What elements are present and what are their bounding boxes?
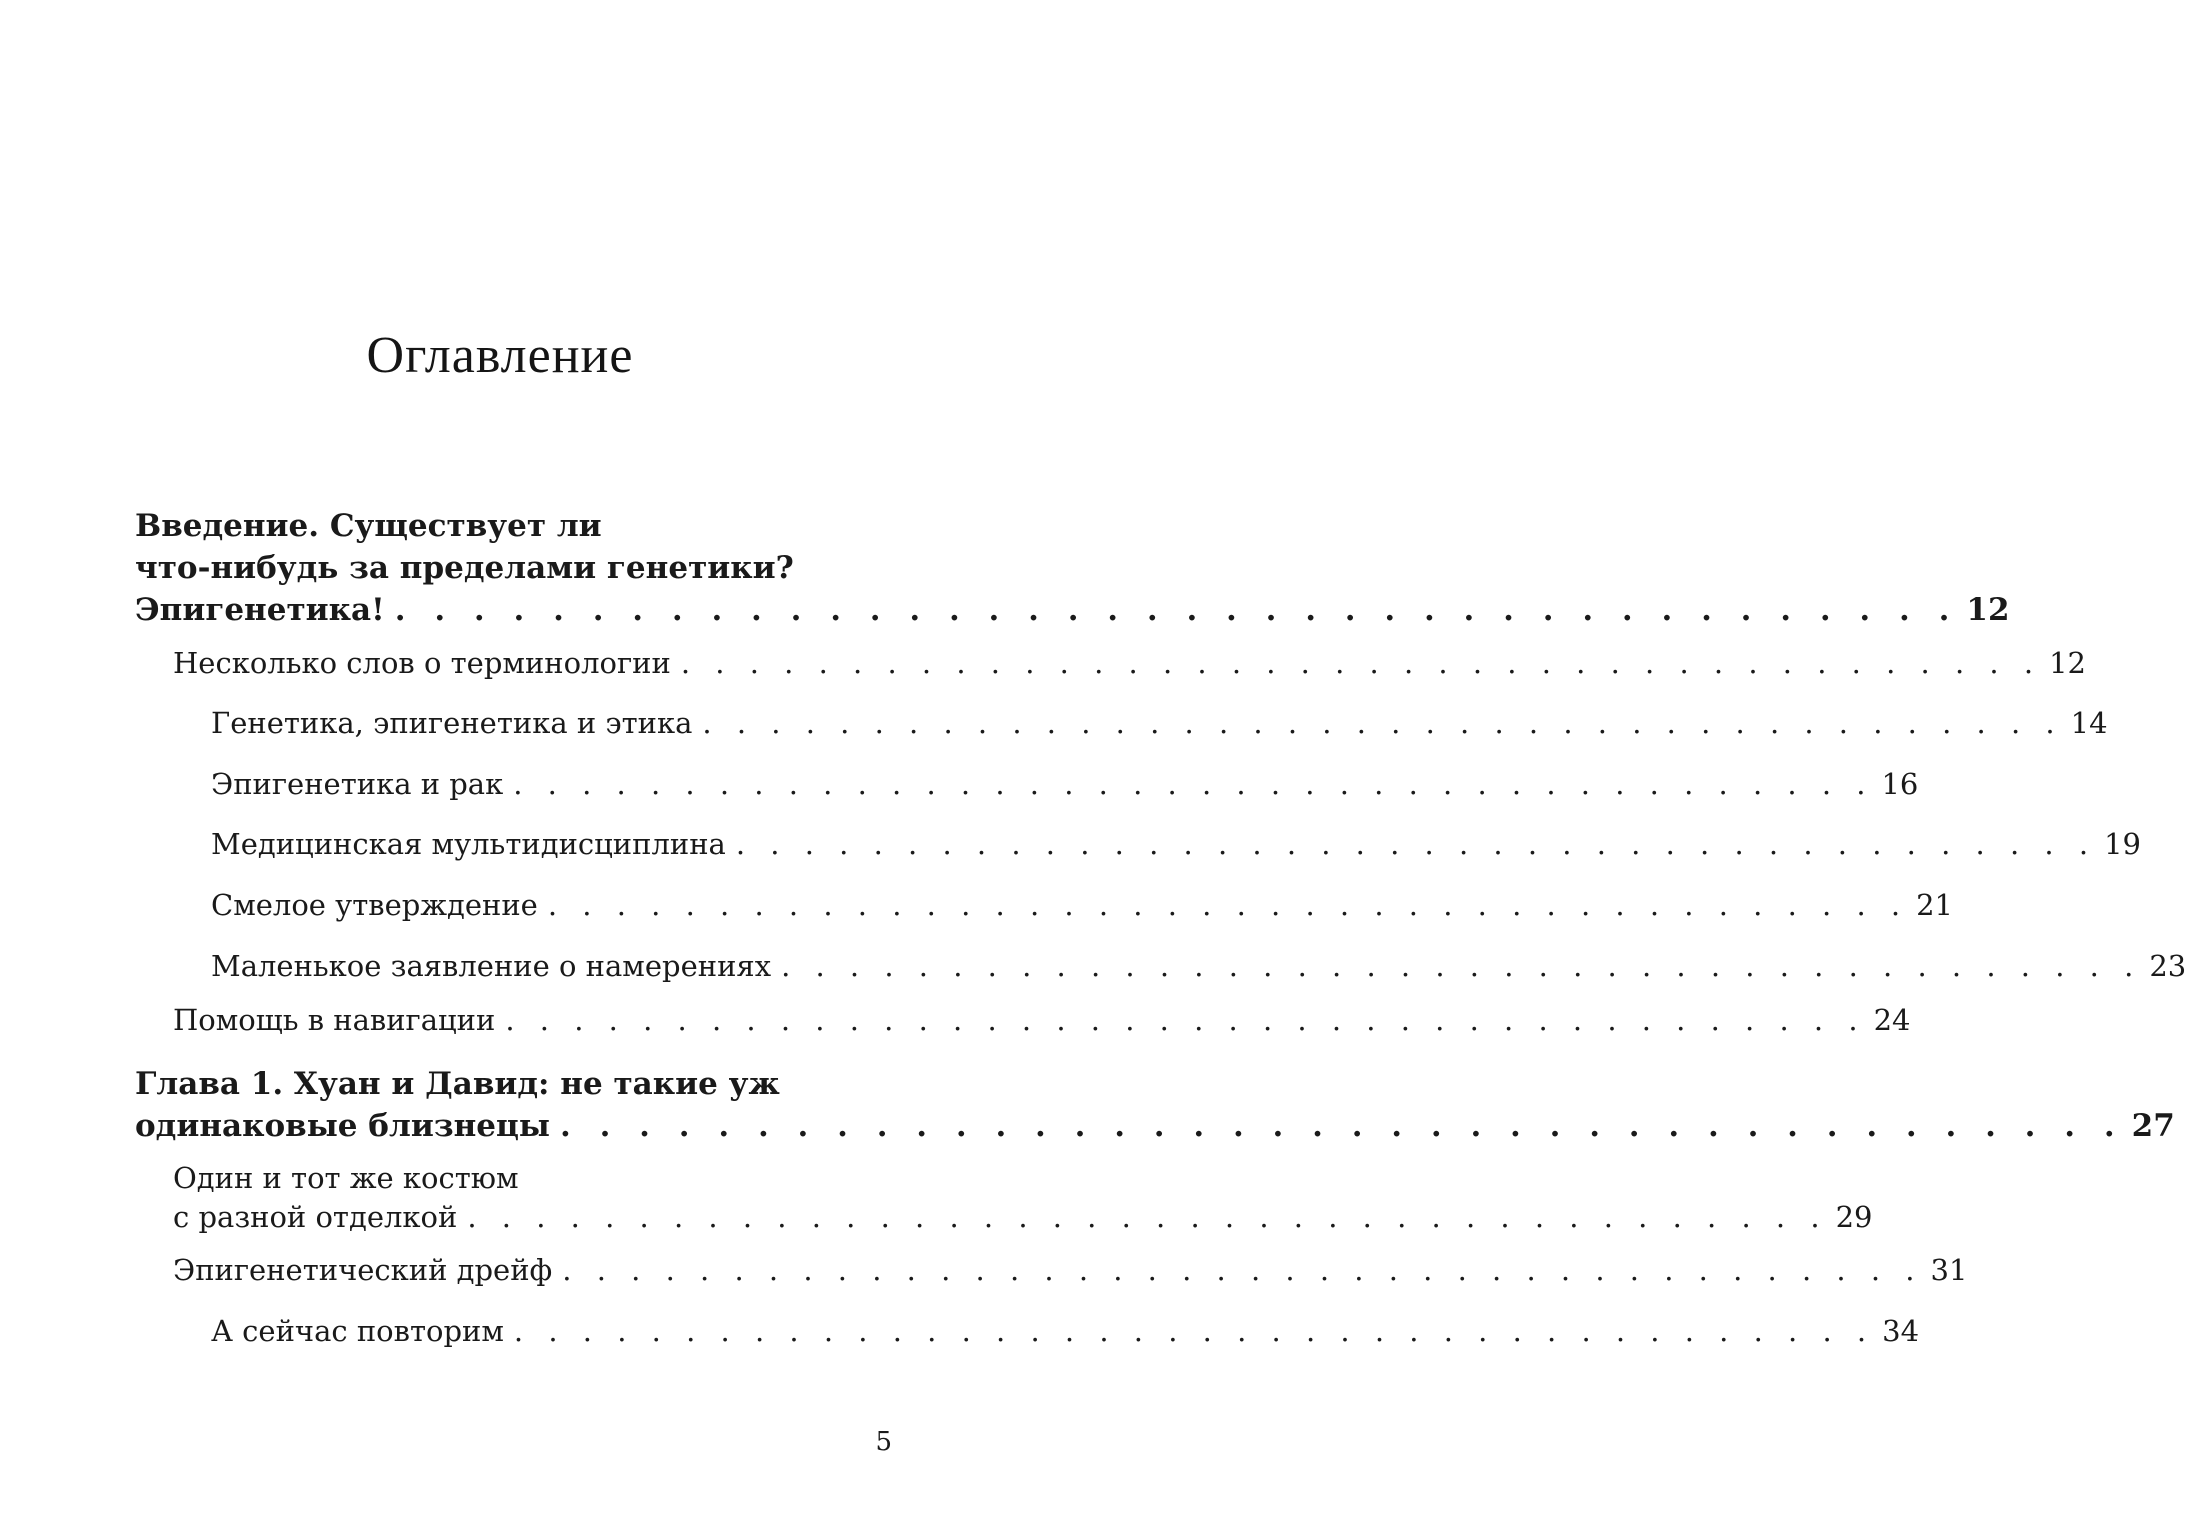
- toc-entry-repeat[interactable]: [211, 1312, 1920, 1350]
- dot-leader: . . . . . . . . . . . . . . . . . . . . . . . . . . . . . . . . . . . . . . . .: [513, 1314, 1875, 1348]
- toc-entry-terminology[interactable]: [173, 644, 2086, 682]
- toc-page-number: 27: [2131, 1108, 2175, 1144]
- toc-entry-costume[interactable]: [173, 1198, 1873, 1236]
- toc-chapter1-line1: Глава 1. Хуан и Давид: не такие уж: [135, 1066, 780, 1102]
- toc-entry-cancer[interactable]: [211, 765, 1919, 803]
- dot-leader: . . . . . . . . . . . . . . . . . . . . . . . . . . . . . . . . . . . . . . . .: [467, 1200, 1828, 1234]
- toc-entry-label: Эпигенетический дрейф: [173, 1253, 553, 1287]
- dot-leader: . . . . . . . . . . . . . . . . . . . . . . . . . . . . . . . . . . . . . . . .: [547, 888, 1909, 922]
- toc-page-number: 12: [2049, 646, 2086, 680]
- dot-leader: . . . . . . . . . . . . . . . . . . . . . . . . . . . . . . . . . . . . . . . .: [394, 592, 1959, 628]
- toc-entry-label: Медицинская мультидисциплина: [211, 827, 726, 861]
- toc-page-number: 23: [2149, 949, 2186, 983]
- dot-leader: . . . . . . . . . . . . . . . . . . . . . . . . . . . . . . . . . . . . . . . .: [505, 1003, 1866, 1037]
- toc-entry-label: Помощь в навигации: [173, 1003, 496, 1037]
- toc-entry-chapter1[interactable]: [135, 1106, 2175, 1146]
- toc-entry-label: Генетика, эпигенетика и этика: [211, 706, 693, 740]
- page-title: Оглавление: [366, 327, 634, 384]
- toc-page-number: 34: [1882, 1314, 1920, 1348]
- toc-costume-line1: Один и тот же костюм: [173, 1161, 519, 1195]
- toc-entry-multidiscipline[interactable]: [211, 825, 2141, 863]
- toc-page-number: 29: [1835, 1200, 1873, 1234]
- toc-entry-navigation[interactable]: [173, 1001, 1911, 1039]
- toc-page-number: 16: [1881, 767, 1919, 801]
- toc-entry-label: одинаковые близнецы: [135, 1108, 551, 1144]
- toc-entry-label: Смелое утверждение: [211, 888, 538, 922]
- toc-entry-label: Эпигенетика и рак: [211, 767, 504, 801]
- dot-leader: . . . . . . . . . . . . . . . . . . . . . . . . . . . . . . . . . . . . . . . .: [781, 949, 2142, 983]
- toc-page-number: 31: [1930, 1253, 1968, 1287]
- dot-leader: . . . . . . . . . . . . . . . . . . . . . . . . . . . . . . . . . . . . . . . .: [562, 1253, 1923, 1287]
- toc-page-number: 24: [1873, 1003, 1911, 1037]
- dot-leader: . . . . . . . . . . . . . . . . . . . . . . . . . . . . . . . . . . . . . . . .: [560, 1108, 2124, 1144]
- toc-page-number: 12: [1966, 592, 2010, 628]
- dot-leader: . . . . . . . . . . . . . . . . . . . . . . . . . . . . . . . . . . . . . . . .: [513, 767, 1874, 801]
- dot-leader: . . . . . . . . . . . . . . . . . . . . . . . . . . . . . . . . . . . . . . . .: [735, 827, 2097, 861]
- toc-page-number: 14: [2070, 706, 2108, 740]
- toc-entry-intro[interactable]: [135, 590, 2010, 630]
- toc-entry-drift[interactable]: [173, 1251, 1968, 1289]
- toc-entry-label: с разной отделкой: [173, 1200, 458, 1234]
- toc-page-number: 21: [1916, 888, 1954, 922]
- toc-entry-ethics[interactable]: [211, 704, 2108, 742]
- toc-entry-label: Маленькое заявление о намерениях: [211, 949, 772, 983]
- toc-entry-bold-claim[interactable]: [211, 886, 1954, 924]
- toc-page-number: 19: [2104, 827, 2141, 861]
- dot-leader: . . . . . . . . . . . . . . . . . . . . . . . . . . . . . . . . . . . . . . . .: [702, 706, 2063, 740]
- toc-entry-intentions[interactable]: [211, 947, 2186, 985]
- page-number: 5: [875, 1427, 892, 1457]
- toc-entry-label: А сейчас повторим: [211, 1314, 504, 1348]
- toc-entry-label: Эпигенетика!: [135, 592, 385, 628]
- dot-leader: . . . . . . . . . . . . . . . . . . . . . . . . . . . . . . . . . . . . . . . .: [680, 646, 2042, 680]
- toc-intro-line2: что-нибудь за пределами генетики?: [135, 550, 794, 586]
- toc-entry-label: Несколько слов о терминологии: [173, 646, 671, 680]
- toc-intro-line1: Введение. Существует ли: [135, 508, 602, 544]
